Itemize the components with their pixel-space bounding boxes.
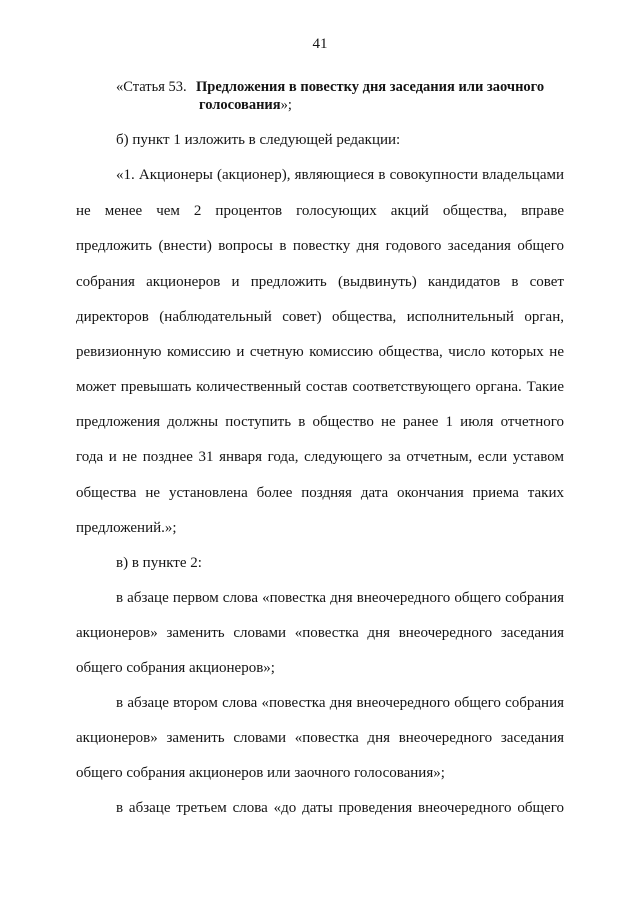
text-line: предложений.»; [76,520,177,536]
text-line: в) в пункте 2: [116,555,202,571]
text-line: ревизионную комиссию и счетную комиссию общества, число которых не [76,344,564,360]
text-line: б) пункт 1 изложить в следующей редакции: [116,132,401,148]
text-line: в абзаце первом слова «повестка дня внеочередного общего собрания [116,590,564,606]
text-line: может превышать количественный состав соответствующего органа. Такие [76,379,564,395]
article-heading-line-2 [116,96,576,114]
article-title-line-2: голосования [199,97,281,113]
text-line: предложить (внести) вопросы в повестку дня годового заседания общего [76,238,564,254]
article-heading-line-1 [116,78,576,96]
article-heading [116,78,576,114]
text-line: не менее чем 2 процентов голосующих акций общества, вправе [76,203,564,219]
article-number: «Статья 53. [116,79,187,95]
text-line: предложения должны поступить в общество не ранее 1 июля отчетного [76,414,564,430]
text-line: года и не позднее 31 января года, следующего за отчетным, если уставом [76,449,564,465]
article-heading-suffix: »; [280,97,292,113]
text-line: директоров (наблюдательный совет) общества, исполнительный орган, [76,309,564,325]
text-line: акционеров» заменить словами «повестка дня внеочередного заседания [76,730,564,746]
text-line: собрания акционеров и предложить (выдвинуть) кандидатов в совет [76,274,564,290]
text-line: общества не установлена более поздняя дата окончания приема таких [76,485,564,501]
text-line: в абзаце третьем слова «до даты проведения внеочередного общего [116,800,564,816]
text-line: «1. Акционеры (акционер), являющиеся в совокупности владельцами [116,167,564,183]
page-number: 41 [312,36,328,52]
article-title-line-1: Предложения в повестку дня заседания или заочного [196,79,545,95]
text-line: общего собрания акционеров или заочного голосования»; [76,765,445,781]
text-line: общего собрания акционеров»; [76,660,275,676]
text-line: в абзаце втором слова «повестка дня внеочередного общего собрания [116,695,564,711]
text-line: акционеров» заменить словами «повестка дня внеочередного заседания [76,625,564,641]
